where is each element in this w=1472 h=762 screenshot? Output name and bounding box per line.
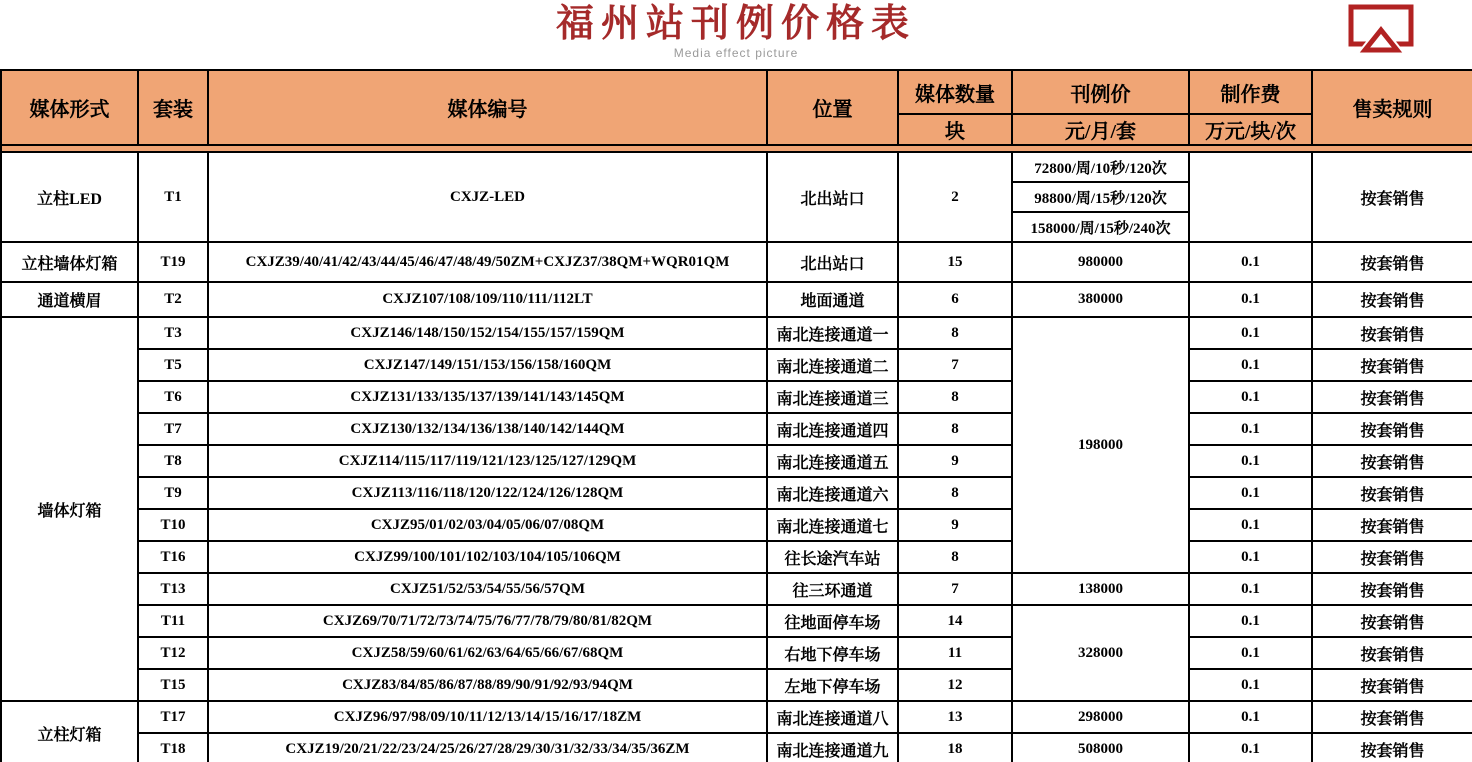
presentation-triangle-icon (1348, 4, 1414, 54)
col-header-fee: 制作费 (1189, 70, 1312, 114)
cell-fee (1189, 152, 1312, 242)
cell-fee: 0.1 (1189, 282, 1312, 317)
cell-qty: 2 (898, 152, 1012, 242)
col-header-qty-unit: 块 (898, 114, 1012, 145)
table-row-t1 (1, 152, 1472, 182)
cell-media-no: CXJZ146/148/150/152/154/155/157/159QM (208, 317, 767, 349)
cell-price: 198000 (1012, 317, 1189, 573)
col-header-media-form: 媒体形式 (1, 70, 138, 145)
cell-fee: 0.1 (1189, 509, 1312, 541)
cell-price-tier: 158000/周/15秒/240次 (1012, 212, 1189, 242)
cell-media-no: CXJZ39/40/41/42/43/44/45/46/47/48/49/50ZM+CXJZ37/38QM+WQR01QM (208, 242, 767, 282)
cell-fee: 0.1 (1189, 701, 1312, 733)
col-header-qty: 媒体数量 (898, 70, 1012, 114)
cell-position: 南北连接通道八 (767, 701, 898, 733)
header-accent-strip (1, 145, 1472, 152)
cell-price: 328000 (1012, 605, 1189, 701)
cell-package: T9 (138, 477, 208, 509)
table-row-t12 (1, 637, 1472, 669)
cell-media-no: CXJZ51/52/53/54/55/56/57QM (208, 573, 767, 605)
cell-fee: 0.1 (1189, 242, 1312, 282)
col-header-fee-unit: 万元/块/次 (1189, 114, 1312, 145)
cell-media-no: CXJZ58/59/60/61/62/63/64/65/66/67/68QM (208, 637, 767, 669)
col-header-price: 刊例价 (1012, 70, 1189, 114)
cell-media-no: CXJZ131/133/135/137/139/141/143/145QM (208, 381, 767, 413)
cell-position: 南北连接通道五 (767, 445, 898, 477)
cell-price: 980000 (1012, 242, 1189, 282)
cell-fee: 0.1 (1189, 637, 1312, 669)
rate-card-table (0, 69, 1472, 762)
cell-price: 508000 (1012, 733, 1189, 762)
cell-qty: 11 (898, 637, 1012, 669)
cell-price: 138000 (1012, 573, 1189, 605)
cell-fee: 0.1 (1189, 541, 1312, 573)
table-row-t13 (1, 573, 1472, 605)
table-row-t18 (1, 733, 1472, 762)
cell-fee: 0.1 (1189, 477, 1312, 509)
cell-qty: 14 (898, 605, 1012, 637)
table-row-t2 (1, 282, 1472, 317)
table-row-t10 (1, 509, 1472, 541)
cell-rule: 按套销售 (1312, 605, 1472, 637)
cell-price-tier: 98800/周/15秒/120次 (1012, 182, 1189, 212)
cell-package: T3 (138, 317, 208, 349)
col-header-media-no: 媒体编号 (208, 70, 767, 145)
cell-media-form: 立柱墙体灯箱 (1, 242, 138, 282)
cell-price: 380000 (1012, 282, 1189, 317)
page-subtitle: Media effect picture (673, 46, 799, 60)
cell-package: T11 (138, 605, 208, 637)
table-row-t3 (1, 317, 1472, 349)
cell-position: 南北连接通道九 (767, 733, 898, 762)
cell-rule: 按套销售 (1312, 733, 1472, 762)
cell-package: T17 (138, 701, 208, 733)
col-header-price-unit: 元/月/套 (1012, 114, 1189, 145)
table-row-t6 (1, 381, 1472, 413)
cell-media-no: CXJZ83/84/85/86/87/88/89/90/91/92/93/94QM (208, 669, 767, 701)
cell-package: T16 (138, 541, 208, 573)
cell-rule: 按套销售 (1312, 152, 1472, 242)
cell-package: T2 (138, 282, 208, 317)
cell-position: 南北连接通道四 (767, 413, 898, 445)
cell-position: 北出站口 (767, 242, 898, 282)
cell-media-form: 立柱灯箱 (1, 701, 138, 762)
cell-rule: 按套销售 (1312, 317, 1472, 349)
table-row-t8 (1, 445, 1472, 477)
cell-package: T8 (138, 445, 208, 477)
cell-package: T19 (138, 242, 208, 282)
cell-media-no: CXJZ113/116/118/120/122/124/126/128QM (208, 477, 767, 509)
cell-position: 地面通道 (767, 282, 898, 317)
col-header-rule: 售卖规则 (1312, 70, 1472, 145)
cell-fee: 0.1 (1189, 445, 1312, 477)
cell-position: 北出站口 (767, 152, 898, 242)
cell-qty: 8 (898, 317, 1012, 349)
cell-media-form: 立柱LED (1, 152, 138, 242)
cell-fee: 0.1 (1189, 381, 1312, 413)
cell-rule: 按套销售 (1312, 509, 1472, 541)
cell-position: 右地下停车场 (767, 637, 898, 669)
cell-qty: 9 (898, 445, 1012, 477)
cell-qty: 7 (898, 349, 1012, 381)
cell-package: T1 (138, 152, 208, 242)
title-block (0, 0, 1472, 69)
cell-position: 往三环通道 (767, 573, 898, 605)
cell-qty: 13 (898, 701, 1012, 733)
cell-qty: 9 (898, 509, 1012, 541)
cell-position: 南北连接通道一 (767, 317, 898, 349)
cell-rule: 按套销售 (1312, 282, 1472, 317)
page-title: 福州站刊例价格表 (555, 3, 916, 45)
cell-position: 南北连接通道三 (767, 381, 898, 413)
table-row-t17 (1, 701, 1472, 733)
cell-media-no: CXJZ19/20/21/22/23/24/25/26/27/28/29/30/31/32/33/34/35/36ZM (208, 733, 767, 762)
cell-rule: 按套销售 (1312, 445, 1472, 477)
cell-qty: 8 (898, 381, 1012, 413)
cell-rule: 按套销售 (1312, 381, 1472, 413)
cell-rule: 按套销售 (1312, 413, 1472, 445)
cell-rule: 按套销售 (1312, 701, 1472, 733)
cell-media-no: CXJZ114/115/117/119/121/123/125/127/129QM (208, 445, 767, 477)
cell-rule: 按套销售 (1312, 541, 1472, 573)
cell-position: 南北连接通道七 (767, 509, 898, 541)
cell-position: 往地面停车场 (767, 605, 898, 637)
cell-rule: 按套销售 (1312, 573, 1472, 605)
cell-package: T15 (138, 669, 208, 701)
cell-package: T12 (138, 637, 208, 669)
cell-package: T7 (138, 413, 208, 445)
cell-qty: 8 (898, 541, 1012, 573)
table-row-t15 (1, 669, 1472, 701)
cell-qty: 8 (898, 413, 1012, 445)
table-row-t7 (1, 413, 1472, 445)
cell-media-no: CXJZ96/97/98/09/10/11/12/13/14/15/16/17/18ZM (208, 701, 767, 733)
cell-qty: 8 (898, 477, 1012, 509)
cell-price: 298000 (1012, 701, 1189, 733)
cell-fee: 0.1 (1189, 605, 1312, 637)
table-row-t9 (1, 477, 1472, 509)
cell-media-no: CXJZ130/132/134/136/138/140/142/144QM (208, 413, 767, 445)
table-row-t11 (1, 605, 1472, 637)
cell-package: T13 (138, 573, 208, 605)
cell-position: 南北连接通道二 (767, 349, 898, 381)
cell-position: 左地下停车场 (767, 669, 898, 701)
cell-fee: 0.1 (1189, 413, 1312, 445)
cell-media-no: CXJZ-LED (208, 152, 767, 242)
cell-qty: 6 (898, 282, 1012, 317)
cell-position: 南北连接通道六 (767, 477, 898, 509)
cell-media-form: 通道横眉 (1, 282, 138, 317)
cell-qty: 12 (898, 669, 1012, 701)
cell-fee: 0.1 (1189, 349, 1312, 381)
cell-price-tier: 72800/周/10秒/120次 (1012, 152, 1189, 182)
table-row-t16 (1, 541, 1472, 573)
col-header-package: 套装 (138, 70, 208, 145)
table-row-t5 (1, 349, 1472, 381)
col-header-position: 位置 (767, 70, 898, 145)
cell-qty: 7 (898, 573, 1012, 605)
cell-rule: 按套销售 (1312, 637, 1472, 669)
cell-position: 往长途汽车站 (767, 541, 898, 573)
cell-rule: 按套销售 (1312, 669, 1472, 701)
cell-media-no: CXJZ99/100/101/102/103/104/105/106QM (208, 541, 767, 573)
cell-package: T10 (138, 509, 208, 541)
cell-media-no: CXJZ95/01/02/03/04/05/06/07/08QM (208, 509, 767, 541)
cell-qty: 15 (898, 242, 1012, 282)
cell-fee: 0.1 (1189, 669, 1312, 701)
cell-package: T6 (138, 381, 208, 413)
cell-rule: 按套销售 (1312, 349, 1472, 381)
cell-fee: 0.1 (1189, 573, 1312, 605)
cell-package: T5 (138, 349, 208, 381)
cell-rule: 按套销售 (1312, 477, 1472, 509)
cell-media-no: CXJZ147/149/151/153/156/158/160QM (208, 349, 767, 381)
cell-fee: 0.1 (1189, 317, 1312, 349)
cell-package: T18 (138, 733, 208, 762)
cell-media-no: CXJZ107/108/109/110/111/112LT (208, 282, 767, 317)
cell-media-form: 墙体灯箱 (1, 317, 138, 701)
cell-fee: 0.1 (1189, 733, 1312, 762)
cell-qty: 18 (898, 733, 1012, 762)
cell-rule: 按套销售 (1312, 242, 1472, 282)
cell-media-no: CXJZ69/70/71/72/73/74/75/76/77/78/79/80/81/82QM (208, 605, 767, 637)
table-row-t19 (1, 242, 1472, 282)
